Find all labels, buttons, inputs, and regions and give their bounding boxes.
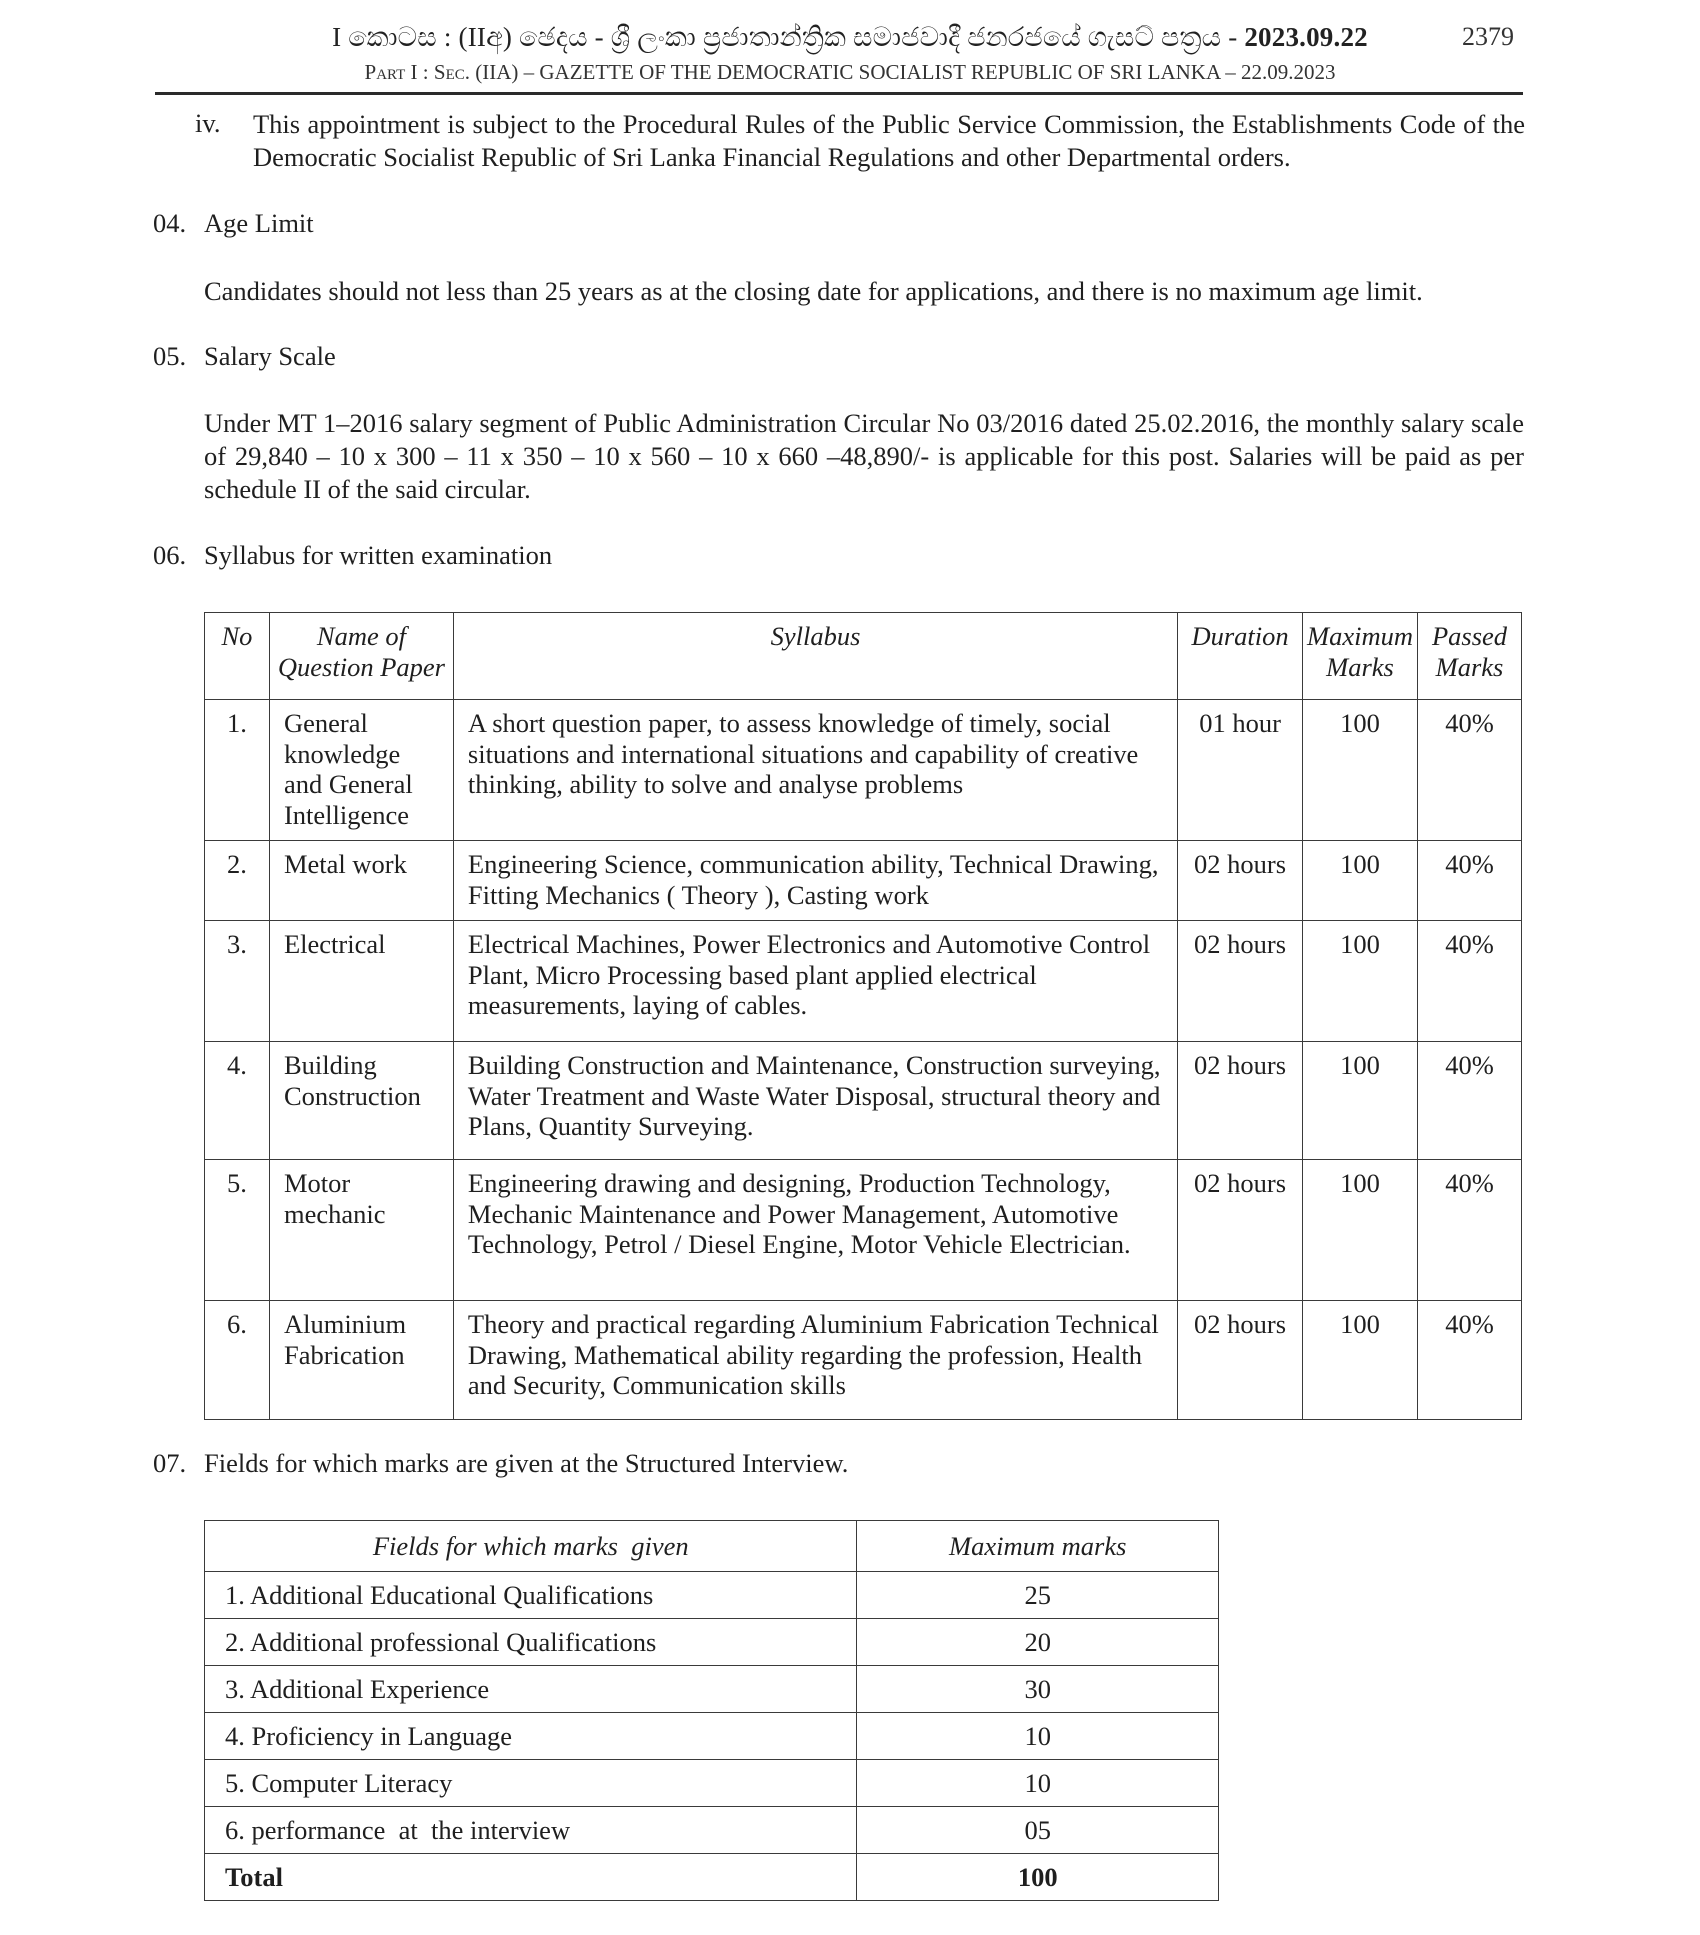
col-header-syllabus: Syllabus xyxy=(453,613,1177,700)
row-max-marks: 100 xyxy=(1303,700,1418,841)
age-limit-text: Candidates should not less than 25 years as at the closing date for applications, and there is no maximum age limit. xyxy=(204,276,1423,306)
row-max-marks: 100 xyxy=(1303,1042,1418,1160)
table-row xyxy=(205,1760,1219,1807)
row-no: 1. xyxy=(205,700,270,841)
field-label: 5. Computer Literacy xyxy=(205,1760,857,1807)
row-max-marks: 100 xyxy=(1303,1301,1418,1420)
gazette-title: (IIA) – GAZETTE OF THE DEMOCRATIC SOCIALIST REPUBLIC OF SRI LANKA – 22.09.2023 xyxy=(469,60,1336,84)
part-section-label: Part I : Sec. xyxy=(364,60,470,84)
field-max-marks: 10 xyxy=(857,1760,1219,1807)
field-max-marks: 20 xyxy=(857,1619,1219,1666)
row-paper-name: Metal work xyxy=(269,841,453,921)
row-passed-marks: 40% xyxy=(1418,700,1522,841)
syllabus-table xyxy=(204,612,1522,1420)
row-passed-marks: 40% xyxy=(1418,1301,1522,1420)
interview-table-header xyxy=(205,1521,1219,1572)
row-syllabus: Theory and practical regarding Aluminium Fabrication Technical Drawing, Mathematical ability regarding the profession, Health and Security, Communication skills xyxy=(453,1301,1177,1420)
row-no: 5. xyxy=(205,1160,270,1301)
table-row xyxy=(205,1572,1219,1619)
field-label: 3. Additional Experience xyxy=(205,1666,857,1713)
section-07-title: Fields for which marks are given at the Structured Interview. xyxy=(204,1448,849,1478)
english-running-header xyxy=(300,60,1400,85)
row-paper-name: Building Construction xyxy=(269,1042,453,1160)
table-row xyxy=(205,1713,1219,1760)
row-max-marks: 100 xyxy=(1303,1160,1418,1301)
col-header-maximum-marks: Maximum marks xyxy=(857,1521,1219,1572)
page-number: 2379 xyxy=(1462,22,1514,51)
table-row xyxy=(205,1807,1219,1854)
field-label: 1. Additional Educational Qualifications xyxy=(205,1572,857,1619)
row-passed-marks: 40% xyxy=(1418,1042,1522,1160)
field-max-marks: 25 xyxy=(857,1572,1219,1619)
sinhala-date: 2023.09.22 xyxy=(1244,22,1368,52)
row-max-marks: 100 xyxy=(1303,841,1418,921)
col-header-name: Name of Question Paper xyxy=(269,613,453,700)
row-syllabus: Engineering Science, communication ability, Technical Drawing, Fitting Mechanics ( Theory ), Casting work xyxy=(453,841,1177,921)
total-value: 100 xyxy=(857,1854,1219,1901)
table-row xyxy=(205,1042,1522,1160)
section-07-number: 07. xyxy=(153,1448,187,1478)
table-row xyxy=(205,921,1522,1042)
row-duration: 02 hours xyxy=(1178,841,1303,921)
table-row xyxy=(205,700,1522,841)
interview-marks-table xyxy=(204,1520,1219,1901)
section-06-title: Syllabus for written examination xyxy=(204,540,553,570)
field-label: 4. Proficiency in Language xyxy=(205,1713,857,1760)
row-syllabus: Building Construction and Maintenance, Construction surveying, Water Treatment and Waste Water Disposal, structural theory and Plans, Quantity Surveying. xyxy=(453,1042,1177,1160)
col-header-passed-marks: Passed Marks xyxy=(1418,613,1522,700)
table-row xyxy=(205,1666,1219,1713)
syllabus-table-header xyxy=(205,613,1522,700)
row-paper-name: Aluminium Fabrication xyxy=(269,1301,453,1420)
row-paper-name: General knowledge and General Intelligence xyxy=(269,700,453,841)
row-no: 4. xyxy=(205,1042,270,1160)
col-header-duration: Duration xyxy=(1178,613,1303,700)
table-row xyxy=(205,841,1522,921)
header-divider xyxy=(155,92,1523,95)
field-max-marks: 10 xyxy=(857,1713,1219,1760)
section-05-number: 05. xyxy=(153,341,187,371)
sinhala-running-header xyxy=(300,22,1400,54)
section-04-number: 04. xyxy=(153,208,187,238)
field-max-marks: 30 xyxy=(857,1666,1219,1713)
row-duration: 02 hours xyxy=(1178,1042,1303,1160)
row-paper-name: Electrical xyxy=(269,921,453,1042)
field-label: 6. performance at the interview xyxy=(205,1807,857,1854)
table-row xyxy=(205,1160,1522,1301)
col-header-field: Fields for which marks given xyxy=(205,1521,857,1572)
col-header-max-marks: Maximum Marks xyxy=(1303,613,1418,700)
row-paper-name: Motor mechanic xyxy=(269,1160,453,1301)
row-passed-marks: 40% xyxy=(1418,921,1522,1042)
table-row xyxy=(205,1301,1522,1420)
item-iv-number: iv. xyxy=(195,108,221,138)
salary-scale-text: Under MT 1–2016 salary segment of Public Administration Circular No 03/2016 dated 25.02.2016, the monthly salary scale of 29,840 – 10 x 300 – 11 x 350 – 10 x 560 – 10 x 660 –48,890/- is applicable for this post. Salaries will be paid as per schedule II of the said circular. xyxy=(204,408,1524,504)
section-04-title: Age Limit xyxy=(204,208,314,238)
total-label: Total xyxy=(205,1854,857,1901)
section-05-title: Salary Scale xyxy=(204,341,336,371)
row-passed-marks: 40% xyxy=(1418,841,1522,921)
row-max-marks: 100 xyxy=(1303,921,1418,1042)
row-no: 3. xyxy=(205,921,270,1042)
row-syllabus: A short question paper, to assess knowledge of timely, social situations and international situations and capability of creative thinking, ability to solve and analyse problems xyxy=(453,700,1177,841)
table-row xyxy=(205,1619,1219,1666)
row-no: 6. xyxy=(205,1301,270,1420)
row-syllabus: Engineering drawing and designing, Production Technology, Mechanic Maintenance and Power Management, Automotive Technology, Petrol / Diesel Engine, Motor Vehicle Electrician. xyxy=(453,1160,1177,1301)
item-iv-text: This appointment is subject to the Procedural Rules of the Public Service Commission, the Establishments Code of the Democratic Socialist Republic of Sri Lanka Financial Regulations and other Departmental orders. xyxy=(253,109,1525,172)
row-duration: 02 hours xyxy=(1178,921,1303,1042)
row-duration: 02 hours xyxy=(1178,1301,1303,1420)
total-row xyxy=(205,1854,1219,1901)
col-header-no: No xyxy=(205,613,270,700)
row-no: 2. xyxy=(205,841,270,921)
field-max-marks: 05 xyxy=(857,1807,1219,1854)
row-syllabus: Electrical Machines, Power Electronics and Automotive Control Plant, Micro Processing based plant applied electrical measurements, laying of cables. xyxy=(453,921,1177,1042)
row-duration: 02 hours xyxy=(1178,1160,1303,1301)
row-duration: 01 hour xyxy=(1178,700,1303,841)
row-passed-marks: 40% xyxy=(1418,1160,1522,1301)
field-label: 2. Additional professional Qualifications xyxy=(205,1619,857,1666)
sinhala-title: I කොටස : (IIඅ) ඡෙදය - ශ්‍රී ලංකා ප්‍රජාතාන්ත්‍රික සමාජවාදී ජනරජයේ ගැසට් පත්‍රය - xyxy=(332,22,1245,52)
section-06-number: 06. xyxy=(153,540,187,570)
